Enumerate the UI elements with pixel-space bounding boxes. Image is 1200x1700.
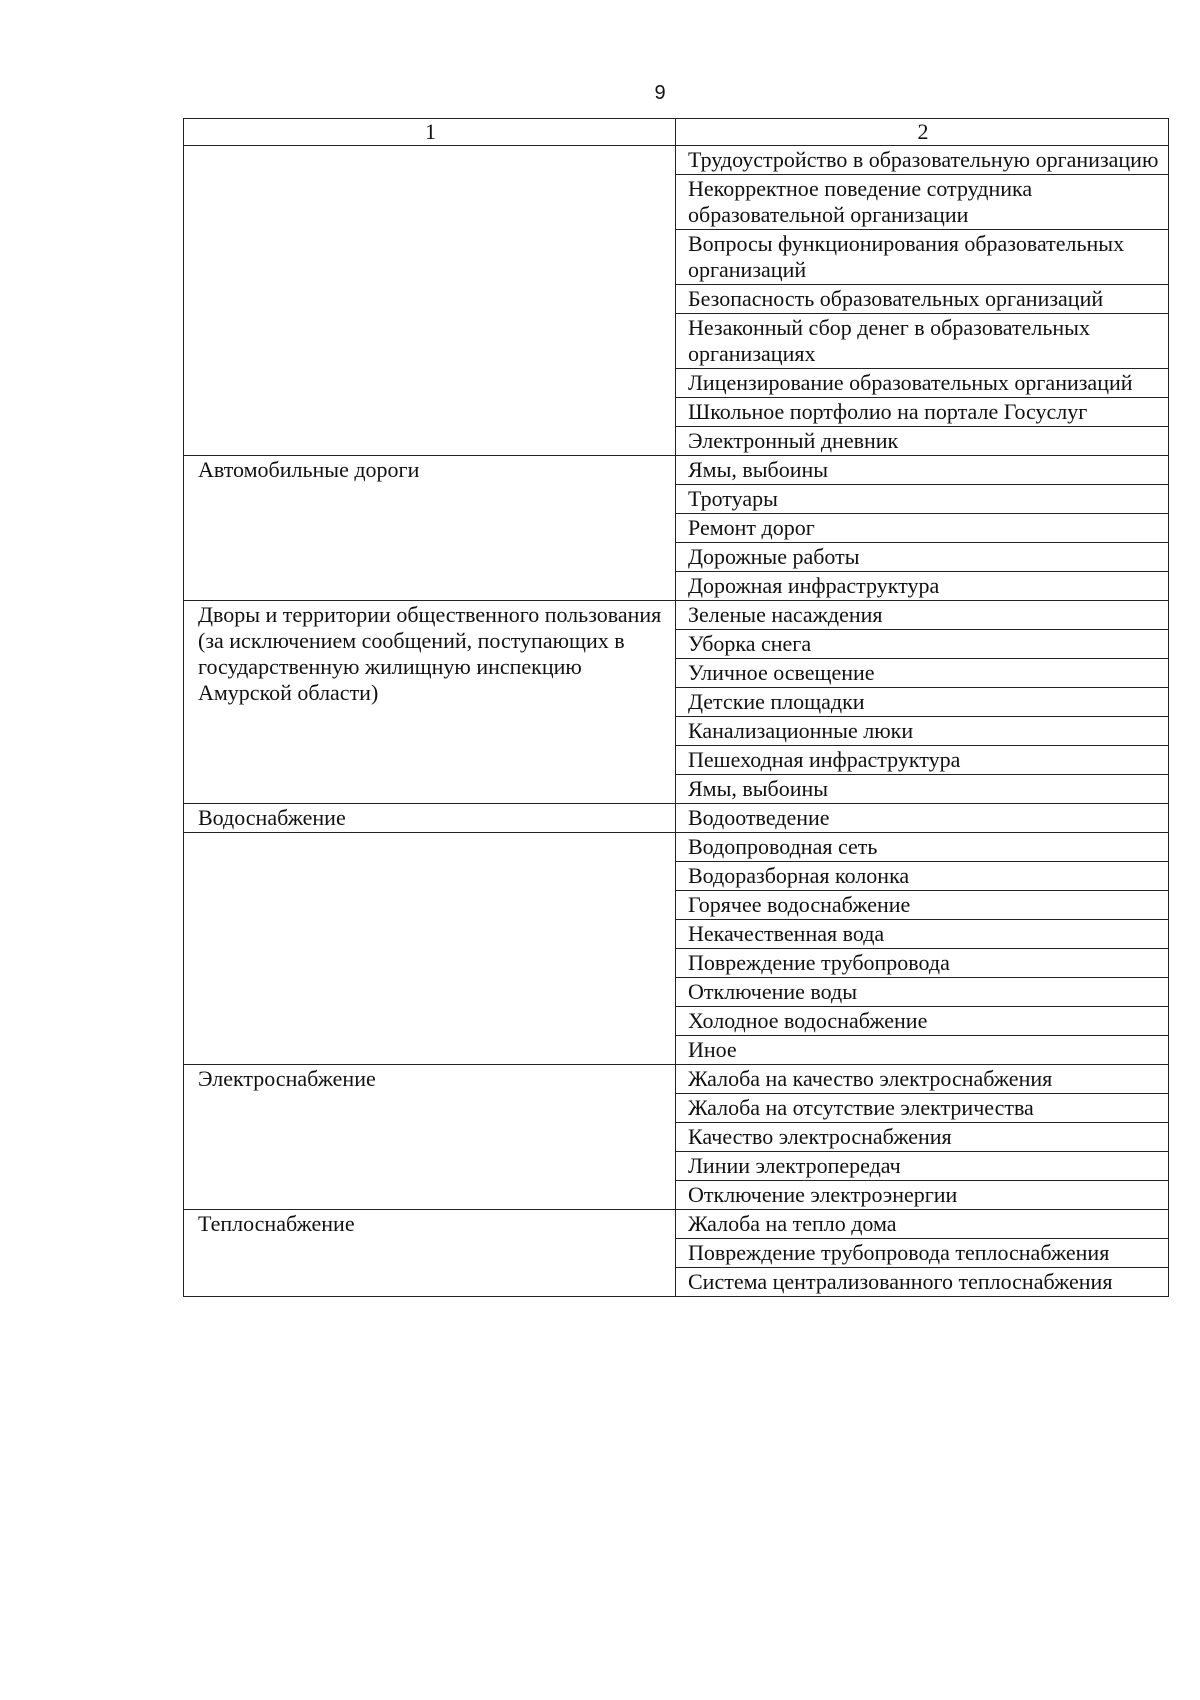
table-row — [184, 456, 1169, 485]
table-row — [184, 804, 1169, 833]
topic-cell: Тротуары — [676, 485, 1169, 514]
table-row — [184, 146, 1169, 175]
topic-cell: Пешеходная инфраструктура — [676, 746, 1169, 775]
table-body — [184, 119, 1169, 1297]
topic-cell: Отключение воды — [676, 978, 1169, 1007]
topic-cell: Лицензирование образовательных организаций — [676, 369, 1169, 398]
topic-cell: Линии электропередач — [676, 1152, 1169, 1181]
topic-cell: Канализационные люки — [676, 717, 1169, 746]
topic-cell: Ремонт дорог — [676, 514, 1169, 543]
topic-cell: Дорожные работы — [676, 543, 1169, 572]
topic-cell: Детские площадки — [676, 688, 1169, 717]
category-cell: Теплоснабжение — [184, 1210, 676, 1297]
header-col-2: 2 — [676, 119, 1169, 146]
table-row — [184, 1065, 1169, 1094]
topic-cell: Уличное освещение — [676, 659, 1169, 688]
header-col-1: 1 — [184, 119, 676, 146]
category-cell: Дворы и территории общественного пользования (за исключением сообщений, поступающих в государственную жилищную инспекцию Амурской области) — [184, 601, 676, 804]
category-cell — [184, 146, 676, 456]
topic-cell: Повреждение трубопровода — [676, 949, 1169, 978]
topic-cell: Жалоба на качество электроснабжения — [676, 1065, 1169, 1094]
table-header-row — [184, 119, 1169, 146]
category-cell — [184, 833, 676, 1065]
topic-cell: Жалоба на отсутствие электричества — [676, 1094, 1169, 1123]
table-row — [184, 1210, 1169, 1239]
topic-cell: Ямы, выбоины — [676, 456, 1169, 485]
topic-cell: Незаконный сбор денег в образовательных организациях — [676, 314, 1169, 369]
topic-cell: Трудоустройство в образовательную организацию — [676, 146, 1169, 175]
topic-cell: Дорожная инфраструктура — [676, 572, 1169, 601]
topic-cell: Водоразборная колонка — [676, 862, 1169, 891]
category-cell: Электроснабжение — [184, 1065, 676, 1210]
topic-cell: Ямы, выбоины — [676, 775, 1169, 804]
topic-cell: Повреждение трубопровода теплоснабжения — [676, 1239, 1169, 1268]
table-row — [184, 833, 1169, 862]
page-number: 9 — [654, 82, 666, 104]
topic-cell: Школьное портфолио на портале Госуслуг — [676, 398, 1169, 427]
topic-cell: Водоотведение — [676, 804, 1169, 833]
topic-cell: Вопросы функционирования образовательных организаций — [676, 230, 1169, 285]
topic-cell: Некорректное поведение сотрудника образовательной организации — [676, 175, 1169, 230]
table-row — [184, 601, 1169, 630]
topic-cell: Отключение электроэнергии — [676, 1181, 1169, 1210]
category-cell: Автомобильные дороги — [184, 456, 676, 601]
topic-cell: Водопроводная сеть — [676, 833, 1169, 862]
topic-cell: Качество электроснабжения — [676, 1123, 1169, 1152]
category-cell: Водоснабжение — [184, 804, 676, 833]
topic-cell: Зеленые насаждения — [676, 601, 1169, 630]
topic-cell: Холодное водоснабжение — [676, 1007, 1169, 1036]
classification-table — [183, 118, 1169, 1297]
topic-cell: Электронный дневник — [676, 427, 1169, 456]
topic-cell: Жалоба на тепло дома — [676, 1210, 1169, 1239]
topic-cell: Безопасность образовательных организаций — [676, 285, 1169, 314]
topic-cell: Иное — [676, 1036, 1169, 1065]
topic-cell: Горячее водоснабжение — [676, 891, 1169, 920]
topic-cell: Система централизованного теплоснабжения — [676, 1268, 1169, 1297]
topic-cell: Некачественная вода — [676, 920, 1169, 949]
topic-cell: Уборка снега — [676, 630, 1169, 659]
